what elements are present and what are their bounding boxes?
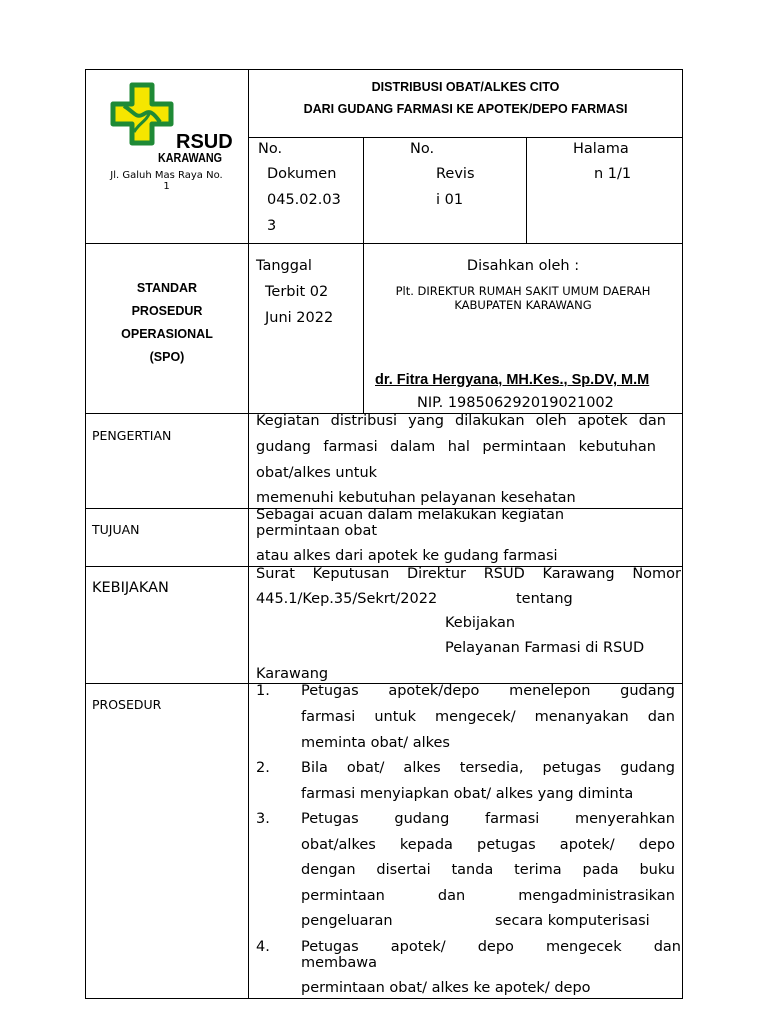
pengertian-label: PENGERTIAN	[92, 428, 172, 443]
table-border-right	[682, 69, 683, 999]
signatory-name: dr. Fitra Hergyana, MH.Kes., Sp.DV, M.M	[375, 372, 650, 388]
logo-text-rsud: RSUD	[176, 131, 233, 153]
tanggal-value-2: Juni 2022	[265, 310, 334, 326]
step-2-line-2: farmasi menyiapkan obat/ alkes yang diminta	[301, 786, 634, 802]
spo-label-1: STANDAR	[136, 281, 198, 295]
step-3-line-4: permintaan dan mengadministrasikan	[301, 888, 675, 904]
halaman-value: n 1/1	[594, 166, 632, 182]
step-2-number: 2.	[256, 760, 270, 776]
pengertian-line-4: memenuhi kebutuhan pelayanan kesehatan	[256, 490, 576, 506]
column-divider-doc-rev	[363, 137, 364, 414]
step-3-line-5: pengeluaran	[301, 913, 393, 929]
title-line-2: DARI GUDANG FARMASI KE APOTEK/DEPO FARMASI	[303, 102, 628, 116]
step-3-line-6: secara komputerisasi	[495, 913, 650, 929]
kebijakan-line-3: Kebijakan	[445, 615, 516, 631]
halaman-label: Halama	[573, 141, 629, 157]
tujuan-label: TUJUAN	[92, 522, 140, 537]
tujuan-line-1: Sebagai acuan dalam melakukan kegiatan	[256, 507, 565, 523]
step-3-number: 3.	[256, 811, 270, 827]
table-border-left	[85, 69, 86, 999]
step-3-line-3: dengan disertai tanda terima pada buku	[301, 862, 675, 878]
pengertian-line-2: gudang farmasi dalam hal permintaan kebutuhan	[256, 439, 656, 455]
row-divider-header	[85, 243, 683, 244]
no-dokumen-label-2: Dokumen	[267, 166, 337, 182]
step-4-line-3: permintaan obat/ alkes ke apotek/ depo	[301, 980, 591, 996]
step-4-number: 4.	[256, 939, 270, 955]
tanggal-value-1: Terbit 02	[265, 284, 329, 300]
step-2-line-1: Bila obat/ alkes tersedia, petugas gudang	[301, 760, 675, 776]
tujuan-line-2: permintaan obat	[256, 523, 378, 539]
kebijakan-line-1: Surat Keputusan Direktur RSUD Karawang Nomor	[256, 566, 681, 582]
no-dokumen-label: No.	[258, 141, 283, 157]
disahkan-label: Disahkan oleh :	[466, 258, 580, 274]
no-revisi-label-2: Revis	[436, 166, 475, 182]
step-3-line-1: Petugas gudang farmasi menyerahkan	[301, 811, 675, 827]
kebijakan-line-5: Karawang	[256, 666, 329, 682]
disahkan-position-1: Plt. DIREKTUR RUMAH SAKIT UMUM DAERAH	[395, 284, 651, 298]
logo-text-karawang: KARAWANG	[158, 150, 222, 165]
kebijakan-line-2: 445.1/Kep.35/Sekrt/2022	[256, 591, 438, 607]
table-border-bottom	[85, 998, 683, 999]
address-line-2: 1	[163, 181, 170, 192]
tanggal-label: Tanggal	[256, 258, 312, 274]
title-line-1: DISTRIBUSI OBAT/ALKES CITO	[371, 80, 560, 94]
step-1-number: 1.	[256, 683, 270, 699]
no-revisi-value: i 01	[436, 192, 464, 208]
green-cross-icon	[113, 85, 171, 143]
column-divider-rev-page	[526, 137, 527, 244]
address-line-1: Jl. Galuh Mas Raya No.	[110, 170, 223, 181]
step-3-line-2: obat/alkes kepada petugas apotek/ depo	[301, 837, 675, 853]
pengertian-line-1: Kegiatan distribusi yang dilakukan oleh apotek dan	[256, 413, 666, 429]
no-revisi-label: No.	[410, 141, 435, 157]
column-divider-main	[248, 69, 249, 999]
spo-label-3: OPERASIONAL	[121, 327, 213, 341]
rsud-logo	[110, 82, 233, 168]
kebijakan-line-4: Pelayanan Farmasi di RSUD	[445, 640, 645, 656]
table-border-top	[85, 69, 683, 70]
spo-label-2: PROSEDUR	[131, 304, 203, 318]
kebijakan-label: KEBIJAKAN	[92, 580, 169, 596]
kebijakan-line-2b: tentang	[516, 591, 573, 607]
step-1-line-1: Petugas apotek/depo menelepon gudang	[301, 683, 675, 699]
step-4-line-2: membawa	[301, 955, 378, 971]
signatory-nip: NIP. 198506292019021002	[417, 395, 614, 411]
step-4-line-1: Petugas apotek/ depo mengecek dan	[301, 939, 681, 955]
spo-label-4: (SPO)	[149, 350, 185, 364]
step-1-line-2: farmasi untuk mengecek/ menanyakan dan	[301, 709, 675, 725]
no-dokumen-value-2: 3	[267, 218, 277, 234]
disahkan-position-2: KABUPATEN KARAWANG	[454, 298, 592, 312]
row-divider-title	[248, 137, 683, 138]
step-1-line-3: meminta obat/ alkes	[301, 735, 450, 751]
prosedur-label: PROSEDUR	[92, 697, 162, 712]
pengertian-line-3: obat/alkes untuk	[256, 465, 378, 481]
no-dokumen-value: 045.02.03	[267, 192, 341, 208]
tujuan-line-3: atau alkes dari apotek ke gudang farmasi	[256, 548, 558, 564]
